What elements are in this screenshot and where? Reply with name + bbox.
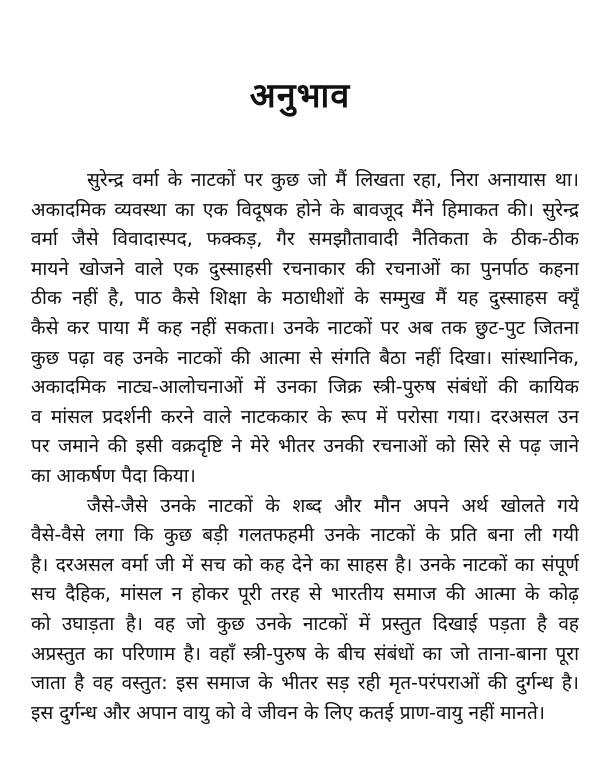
text-line: कैसे कर पाया मैं कह नहीं सकता। उनके नाटकों पर अब तक छुट-पुट जितना — [31, 316, 579, 339]
paragraph — [31, 492, 579, 729]
text-line: ठीक नहीं है, पाठ कैसे शिक्षा के मठाधीशों के सम्मुख मैं यह दुस्साहस क्यूँ — [31, 287, 579, 310]
text-line: मायने खोजने वाले एक दुस्साहसी रचनाकार की रचनाओं का पुनर्पाठ कहना — [31, 257, 579, 280]
text-line: अप्रस्तुत का परिणाम है। वहाँ स्त्री-पुरुष के बीच संबंधों का जो ताना-बाना पूरा — [31, 642, 579, 665]
text-line: जैसे-जैसे उनके नाटकों के शब्द और मौन अपने अर्थ खोलते गये — [87, 494, 579, 517]
text-line: व मांसल प्रदर्शनी करने वाले नाटककार के रूप में परोसा गया। दरअसल उन — [31, 405, 579, 428]
text-line: अकादमिक नाट्य-आलोचनाओं में उनका जिक्र स्त्री-पुरुष संबंधों की कायिक — [31, 376, 579, 399]
text-line: वैसे-वैसे लगा कि कुछ बड़ी गलतफहमी उनके नाटकों के प्रति बना ली गयी — [31, 524, 579, 547]
text-line: का आकर्षण पैदा किया। — [31, 464, 196, 487]
text-line: वर्मा जैसे विवादास्पद, फक्कड़, गैर समझौतावादी नैतिकता के ठीक-ठीक — [31, 228, 579, 251]
body-text — [31, 166, 579, 728]
text-line: सच दैहिक, मांसल न होकर पूरी तरह से भारतीय समाज की आत्मा के कोढ़ — [31, 583, 579, 606]
text-line: को उघाड़ता है। वह जो कुछ उनके नाटकों में प्रस्तुत दिखाई पड़ता है वह — [31, 612, 579, 635]
text-line: कुछ पढ़ा वह उनके नाटकों की आत्मा से संगति बैठा नहीं दिखा। सांस्थानिक, — [31, 346, 579, 369]
text-line: है। दरअसल वर्मा जी में सच को कह देने का साहस है। उनके नाटकों का संपूर्ण — [31, 553, 579, 576]
text-line: सुरेन्द्र वर्मा के नाटकों पर कुछ जो मैं लिखता रहा, निरा अनायास था। — [87, 169, 579, 191]
paragraph — [31, 166, 579, 492]
text-line: पर जमाने की इसी वक्रदृष्टि ने मेरे भीतर उनकी रचनाओं को सिरे से पढ़ जाने — [31, 435, 579, 458]
text-line: जाता है वह वस्तुत: इस समाज के भीतर सड़ रही मृत-परंपराओं की दुर्गन्ध है। — [31, 672, 579, 695]
page-title: अनुभाव — [249, 75, 351, 116]
text-line: इस दुर्गन्ध और अपान वायु को वे जीवन के लिए कतई प्राण-वायु नहीं मानते। — [31, 701, 546, 724]
text-line: अकादमिक व्यवस्था का एक विदूषक होने के बावजूद मैंने हिमाकत की। सुरेन्द्र — [31, 198, 579, 221]
